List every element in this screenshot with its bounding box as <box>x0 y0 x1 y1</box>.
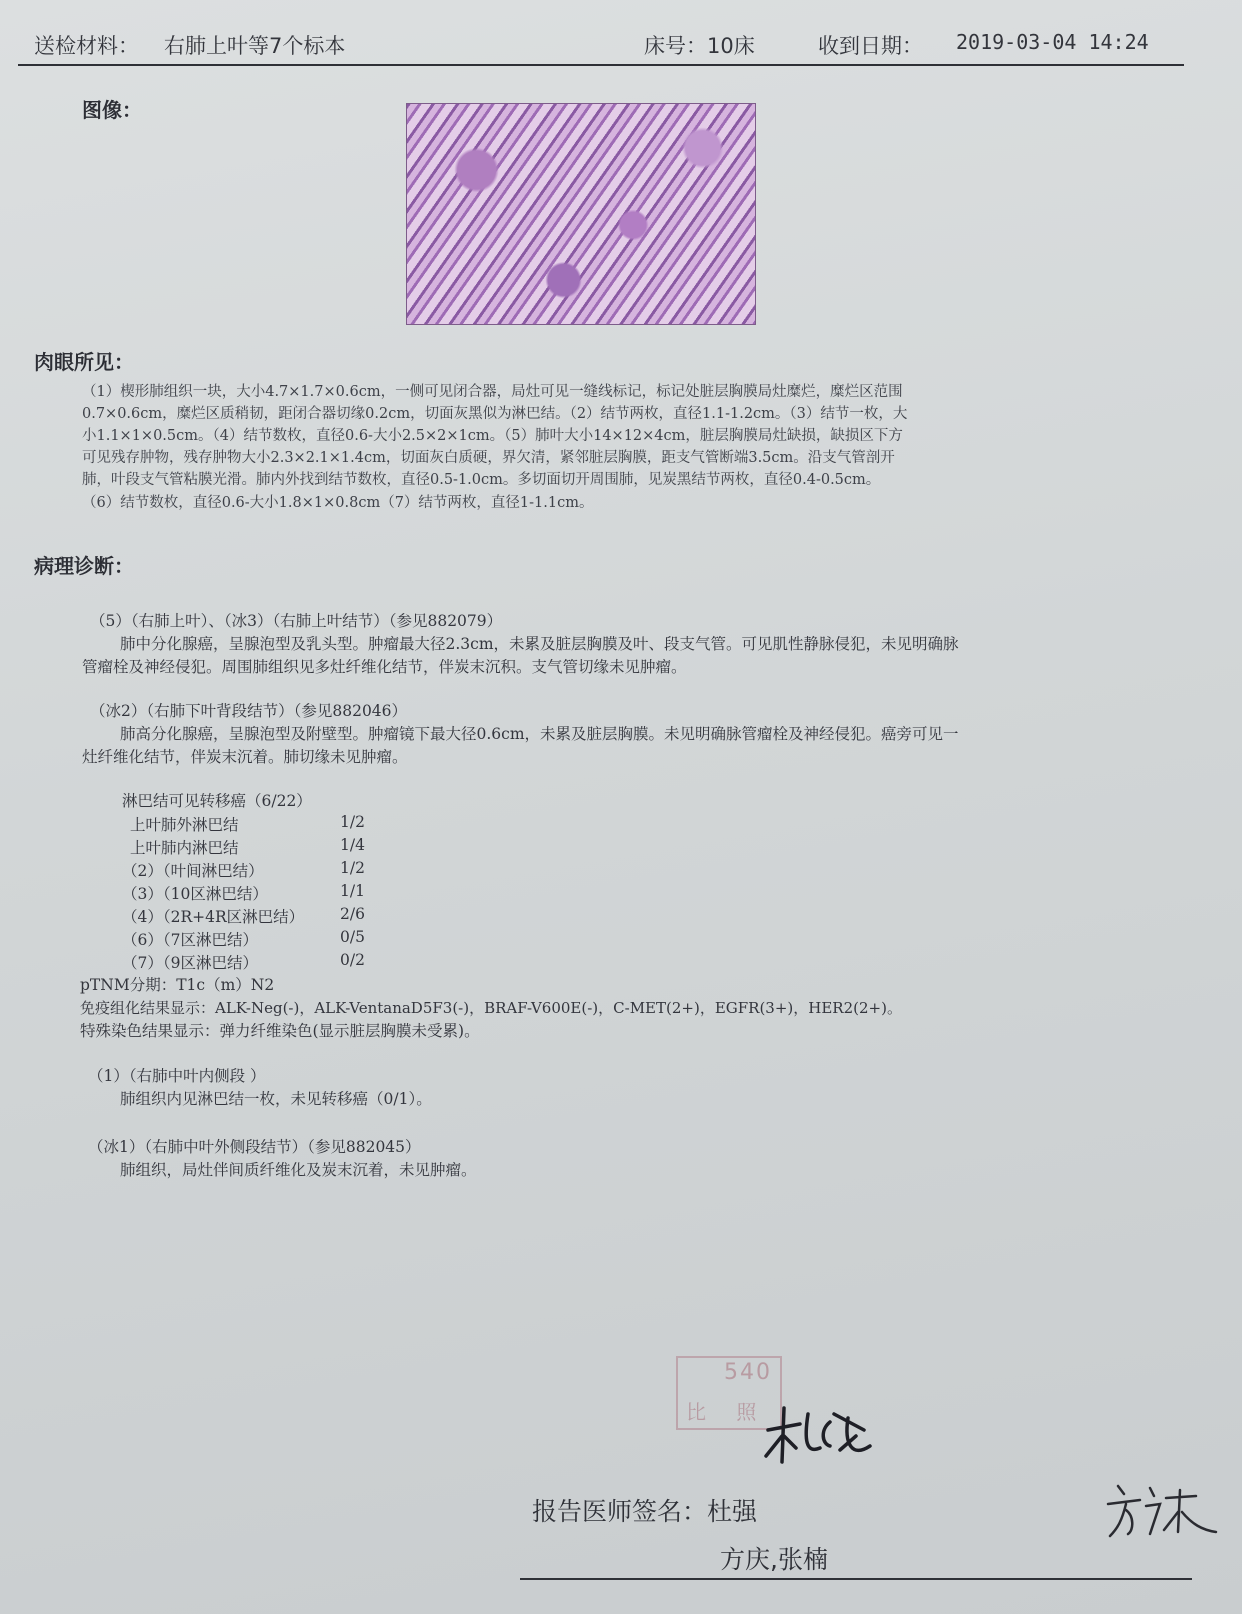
gross-line: （1）楔形肺组织一块，大小4.7×1.7×0.6cm，一侧可见闭合器，局灶可见一缝线标记，标记处脏层胸膜局灶糜烂，糜烂区范围 <box>82 384 903 400</box>
diag-block1-head: （5）（右肺上叶）、（冰3）（右肺上叶结节）（参见882079） <box>90 612 503 630</box>
lymph-row: （6）（7区淋巴结） 0/5 <box>122 928 365 949</box>
material-value: 右肺上叶等7个标本 <box>164 34 346 58</box>
ihc-result: 免疫组化结果显示：ALK-Neg(-)，ALK-VentanaD5F3(-)，BRAF-V600E(-)，C-MET(2+)，EGFR(3+)，HER2(2+)。 <box>80 999 902 1017</box>
diag-block2-head: （冰2）（右肺下叶背段结节）（参见882046） <box>90 702 408 720</box>
diag-block4-head: （冰1）（右肺中叶外侧段结节）（参见882045） <box>88 1138 421 1156</box>
signature-rule <box>520 1578 1192 1580</box>
lymph-row: （7）（9区淋巴结） 0/2 <box>122 951 365 972</box>
lymph-row: （3）（10区淋巴结） 1/1 <box>122 882 365 903</box>
received-date-value: 2019-03-04 14:24 <box>956 30 1149 54</box>
special-stain-result: 特殊染色结果显示：弹力纤维染色(显示脏层胸膜未受累)。 <box>80 1022 480 1040</box>
gross-title: 肉眼所见： <box>34 350 134 374</box>
bed-number: 床号：10床 <box>644 34 755 58</box>
report-doctor-signature: 报告医师签名：杜强 <box>532 1497 758 1526</box>
header-rule <box>18 64 1184 66</box>
handwritten-signature-2 <box>1104 1480 1224 1540</box>
lymph-row: （2）（叶间淋巴结） 1/2 <box>122 859 365 880</box>
handwritten-signature <box>760 1400 880 1470</box>
material-label: 送检材料： <box>34 34 139 58</box>
diag-block2-line: 灶纤维化结节，伴炭末沉着。肺切缘未见肿瘤。 <box>82 748 408 766</box>
gross-line: 肺，叶段支气管粘膜光滑。肺内外找到结节数枚，直径0.5-1.0cm。多切面切开周围肺，见炭黑结节两枚，直径0.4-0.5cm。 <box>82 472 881 488</box>
received-date-label: 收到日期： <box>818 34 923 58</box>
diagnosis-title: 病理诊断： <box>34 554 134 578</box>
gross-line: 可见残存肿物，残存肿物大小2.3×2.1×1.4cm，切面灰白质硬，界欠清，紧邻脏层胸膜，距支气管断端3.5cm。沿支气管剖开 <box>82 450 895 466</box>
diag-block4-line: 肺组织，局灶伴间质纤维化及炭末沉着，未见肿瘤。 <box>120 1161 477 1179</box>
stamp: 540 比 照 <box>676 1356 782 1430</box>
diag-block2-line: 肺高分化腺癌，呈腺泡型及附壁型。肿瘤镜下最大径0.6cm，未累及脏层胸膜。未见明确脉管瘤栓及神经侵犯。癌旁可见一 <box>120 725 959 743</box>
histology-image <box>406 103 756 325</box>
gross-line: 小1.1×1×0.5cm。（4）结节数枚，直径0.6-大小2.5×2×1cm。（5）肺叶大小14×12×4cm，脏层胸膜局灶缺损，缺损区下方 <box>82 428 903 444</box>
lymph-row: 上叶肺外淋巴结 1/2 <box>130 813 365 834</box>
diag-block1-line: 肺中分化腺癌，呈腺泡型及乳头型。肿瘤最大径2.3cm，未累及脏层胸膜及叶、段支气管。可见肌性静脉侵犯，未见明确脉 <box>120 635 959 653</box>
ptnm-stage: pTNM分期：T1c（m）N2 <box>80 976 275 994</box>
gross-line: 0.7×0.6cm，糜烂区质稍韧，距闭合器切缘0.2cm，切面灰黑似为淋巴结。（2）结节两枚，直径1.1-1.2cm。（3）结节一枚，大 <box>82 406 908 422</box>
lymph-title: 淋巴结可见转移癌（6/22） <box>122 792 312 810</box>
diag-block3-line: 肺组织内见淋巴结一枚，未见转移癌（0/1）。 <box>120 1090 432 1108</box>
gross-line: （6）结节数枚，直径0.6-大小1.8×1×0.8cm（7）结节两枚，直径1-1.1cm。 <box>82 495 594 511</box>
lymph-row: 上叶肺内淋巴结 1/4 <box>130 836 365 857</box>
diag-block1-line: 管瘤栓及神经侵犯。周围肺组织见多灶纤维化结节，伴炭末沉积。支气管切缘未见肿瘤。 <box>82 658 687 676</box>
diag-block3-head: （1）（右肺中叶内侧段 ） <box>88 1067 266 1085</box>
lymph-row: （4）（2R+4R区淋巴结） 2/6 <box>122 905 365 926</box>
signature-names: 方庆,张楠 <box>720 1545 828 1574</box>
image-label: 图像： <box>82 98 142 122</box>
